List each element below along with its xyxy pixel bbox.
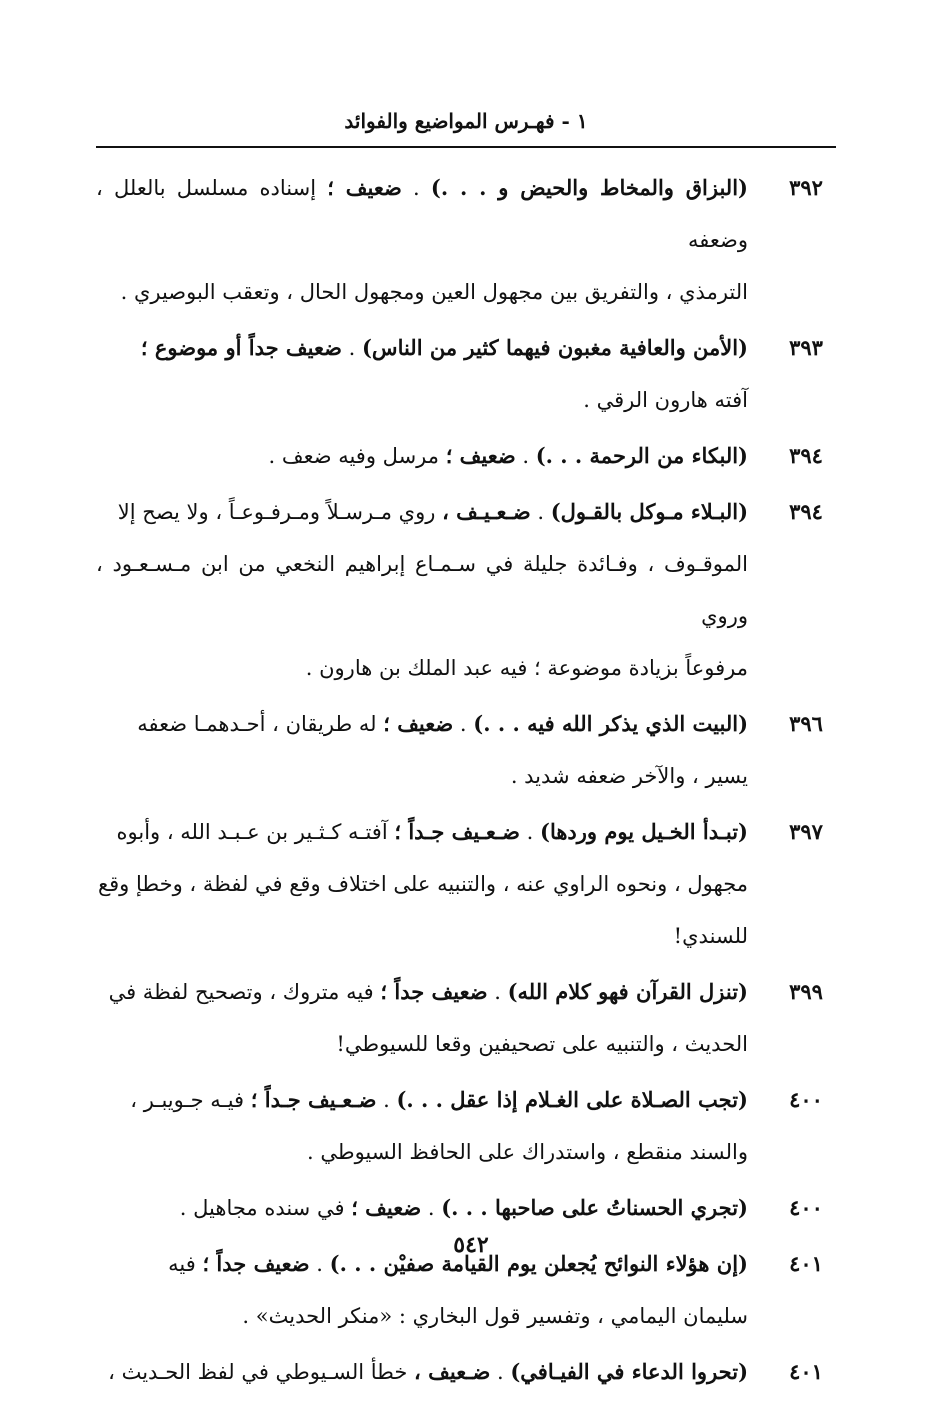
hadith-grade: ضـعـيف جـداً ؛ (394, 819, 520, 844)
entry-body: (تنزل القرآن فهو كلام الله) . ضعيف جداً ؛ فيه متروك ، وتصحيح لفظة في الحديث ، والتنبيه على تصحيفين وقعا للسيوطي! (108, 979, 748, 1056)
hadith-title: (الأمن والعافية مغبون فيهما كثير من الناس) (362, 335, 748, 360)
entry-page-number: ٣٩٩ (789, 979, 823, 1004)
entry-page-number: ٣٩٤ (789, 443, 823, 468)
index-entries (96, 162, 836, 1402)
entry-body: (الأمن والعافية مغبون فيهما كثير من الناس) . ضعيف جداً أو موضوع ؛ آفته هارون الرقي . (140, 335, 748, 412)
hadith-title: (البـلاء مـوكل بالقـول) (550, 499, 748, 524)
entry-page-number: ٤٠٠ (789, 1087, 823, 1112)
running-head: ١ - فهـرس المواضيع والفوائد (344, 109, 588, 133)
page-number: ٥٤٢ (453, 1232, 489, 1258)
hadith-title: (تبـدأ الخـيل يوم وردها) (540, 819, 748, 844)
hadith-title: (البزاق والمخاط والحيض و . . .) (430, 175, 748, 200)
index-entry (96, 1182, 836, 1234)
hadith-grade: ضعيف جداً ؛ (380, 979, 488, 1004)
entry-body: (تحروا الدعاء في الفيـافي) . ضـعيف ، خطأ السـيوطي في لفظ الحـديث ، (108, 1359, 748, 1384)
entry-note: روي مـرسـلاً ومـرفـوعـاً ، ولا يصح إلا الموقـوف ، وفـائدة جليلة في سـمـاع إبراهيم النخعي من ابن مـسـعـود ، وروي مرفوعاً بزيادة موضوعة ؛ فيه عبد الملك بن هارون . (96, 500, 748, 680)
hadith-grade: ضعيف ؛ (351, 1195, 422, 1220)
index-entry (96, 698, 836, 802)
entry-body: (البكاء من الرحمة . . .) . ضعيف ؛ مرسل وفيه ضعف . (268, 443, 748, 468)
index-entry (96, 430, 836, 482)
entry-note: مرسل وفيه ضعف . (268, 444, 439, 468)
hadith-grade: ضعيف جداً ؛ (202, 1251, 310, 1276)
entry-page-number: ٣٩٦ (789, 711, 823, 736)
hadith-title: (البكاء من الرحمة . . .) (535, 443, 748, 468)
hadith-title: (تحروا الدعاء في الفيـافي) (510, 1359, 748, 1384)
hadith-title: (تجري الحسناتُ على صاحبها . . .) (441, 1195, 748, 1220)
entry-note: له طريقان ، أحـدهمـا ضعفه يسير ، والآخر ضعفه شديد . (137, 712, 748, 788)
entry-page-number: ٤٠١ (789, 1359, 823, 1384)
entry-note: في سنده مجاهيل . (179, 1196, 345, 1220)
entry-body: (البـلاء مـوكل بالقـول) . ضـعـيـف ، روي مـرسـلاً ومـرفـوعـاً ، ولا يصح إلا الموقـوف ، وفـائدة جليلة في سـمـاع إبراهيم النخعي من ابن مـسـعـود ، وروي مرفوعاً بزيادة موضوعة ؛ فيه عبد الملك بن هارون . (96, 499, 748, 680)
entry-page-number: ٣٩٣ (789, 335, 823, 360)
entry-body: (إن هؤلاء النوائح يُجعلن يوم القيامة صفيْن . . .) . ضعيف جداً ؛ فيه سليمان اليمامي ، وتفسير قول البخاري : «منكر الحديث» . (168, 1251, 748, 1328)
entry-body: (البزاق والمخاط والحيض و . . .) . ضعيف ؛ إسناده مسلسل بالعلل ، وضعفه الترمذي ، والتفريق بين مجهول العين ومجهول الحال ، وتعقب البوصيري . (96, 175, 748, 304)
entry-page-number: ٤٠٠ (789, 1195, 823, 1220)
entry-page-number: ٣٩٧ (789, 819, 823, 844)
entry-note: فيه سليمان اليمامي ، وتفسير قول البخاري : «منكر الحديث» . (168, 1252, 748, 1328)
index-entry (96, 322, 836, 426)
hadith-grade: ضـعـيف جـداً ؛ (250, 1087, 377, 1112)
entry-body: (تبـدأ الخـيل يوم وردها) . ضـعـيف جـداً ؛ آفتـه كـثـير بن عـبـد الله ، وأبوه مجهول ، ونحوه الراوي عنه ، والتنبيه على اختلاف وقع في لفظة ، وخطإ وقع للسندي! (97, 819, 748, 948)
index-entry (96, 966, 836, 1070)
hadith-grade: ضـعيف ، (414, 1359, 491, 1384)
index-entry (96, 806, 836, 962)
hadith-grade: ضعيف ؛ (383, 711, 454, 736)
hadith-title: (إن هؤلاء النوائح يُجعلن يوم القيامة صفيْن . . .) (329, 1251, 748, 1276)
entry-note: فيه متروك ، وتصحيح لفظة في الحديث ، والتنبيه على تصحيفين وقعا للسيوطي! (108, 980, 748, 1056)
hadith-title: (البيت الذي يذكر الله فيه . . .) (473, 711, 748, 736)
hadith-title: (تنزل القرآن فهو كلام الله) (507, 979, 748, 1004)
index-entry (96, 1346, 836, 1398)
hadith-grade: ضعيف جداً أو موضوع ؛ (140, 335, 342, 360)
entry-page-number: ٣٩٢ (789, 175, 823, 200)
entry-note: آفته هارون الرقي . (583, 388, 748, 412)
entry-note: خطأ السـيوطي في لفظ الحـديث ، (108, 1360, 408, 1384)
index-entry (96, 162, 836, 318)
header-rule (96, 146, 836, 148)
entry-body: (تجب الصـلاة على الغـلام إذا عقل . . .) . ضـعـيف جـداً ؛ فيـه جـويبـر ، والسند منقطع ، واستدراك على الحافظ السيوطي . (130, 1087, 748, 1164)
entry-body: (تجري الحسناتُ على صاحبها . . .) . ضعيف ؛ في سنده مجاهيل . (179, 1195, 748, 1220)
entry-page-number: ٣٩٤ (789, 499, 823, 524)
hadith-title: (تجب الصـلاة على الغـلام إذا عقل . . .) (396, 1087, 748, 1112)
hadith-grade: ضـعـيـف ، (442, 499, 531, 524)
entry-page-number: ٤٠١ (789, 1251, 823, 1276)
hadith-grade: ضعيف ؛ (327, 175, 402, 200)
index-entry (96, 486, 836, 694)
entry-body: (البيت الذي يذكر الله فيه . . .) . ضعيف ؛ له طريقان ، أحـدهمـا ضعفه يسير ، والآخر ضعفه شديد . (137, 711, 748, 788)
entry-note: فيـه جـويبـر ، والسند منقطع ، واستدراك على الحافظ السيوطي . (130, 1088, 748, 1164)
entry-note: آفتـه كـثـير بن عـبـد الله ، وأبوه مجهول ، ونحوه الراوي عنه ، والتنبيه على اختلاف وقع في لفظة ، وخطإ وقع للسندي! (97, 820, 748, 948)
entry-note: إسناده مسلسل بالعلل ، وضعفه الترمذي ، والتفريق بين مجهول العين ومجهول الحال ، وتعقب البوصيري . (96, 176, 748, 304)
index-entry (96, 1074, 836, 1178)
hadith-grade: ضعيف ؛ (445, 443, 516, 468)
